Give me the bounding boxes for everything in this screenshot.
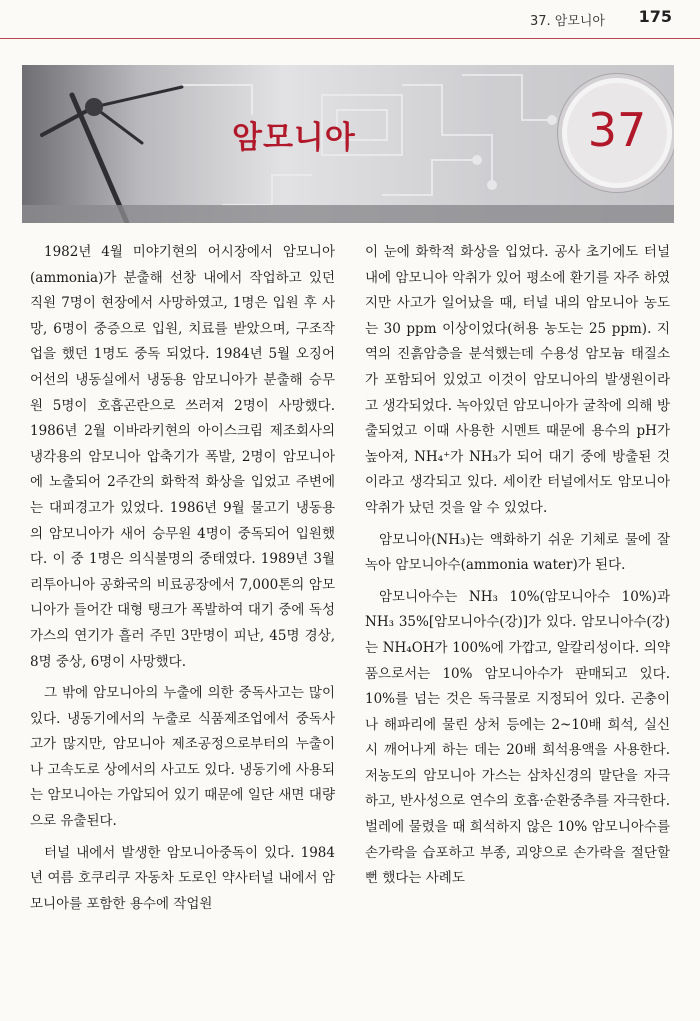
chapter-number-badge — [567, 83, 667, 183]
page-number: 175 — [638, 7, 672, 26]
chapter-number: 37 — [587, 103, 647, 157]
running-header-chapter: 37. 암모니아 — [529, 14, 605, 29]
paragraph: 이 눈에 화학적 화상을 입었다. 공사 초기에도 터널내에 암모니아 악취가 있어 평소에 환기를 자주 하였지만 사고가 일어났을 때, 터널 내의 암모니아 농도는 30 ppm 이상이었다(허용 농도는 25 ppm). 지역의 진흙암층을 분석했는데 수용성 암모늄 태질소가 포함되어 있었고 이것이 암모니아의 발생원이라고 생각되었다. 녹아있던 암모니아가 굴착에 의해 방출되었고 이때 사용한 시멘트 때문에 용수의 pH가 높아져, NH₄⁺가 NH₃가 되어 대기 중에 방출된 것이라고 생각되고 있다. 세이칸 터널에서도 암모니아 악취가 났던 것을 알 수 있었다. — [365, 244, 670, 516]
chapter-title: 암모니아 — [232, 120, 356, 156]
paragraph: 암모니아(NH₃)는 액화하기 쉬운 기체로 물에 잘 녹아 암모니아수(ammonia water)가 된다. — [365, 531, 670, 574]
chapter-banner — [22, 65, 674, 223]
body-column-right — [365, 240, 670, 898]
paragraph: 1982년 4월 미야기현의 어시장에서 암모니아(ammonia)가 분출해 선창 내에서 작업하고 있던 직원 7명이 현장에서 사망하였고, 1명은 입원 후 사망, 6명이 중증으로 입원, 치료를 받았으며, 구조작업을 했던 1명도 중독 되었다. 1984년 5월 오징어 어선의 냉동실에서 냉동용 암모니아가 분출해 승무원 5명이 호흡곤란으로 쓰러져 2명이 사망했다. 1986년 2월 이바라키현의 아이스크림 제조회사의 냉각용의 암모니아 압축기가 폭발, 2명이 암모니아에 노출되어 2주간의 화학적 화상을 입었고 주변에는 대피경고가 있었다. 1986년 9월 물고기 냉동용의 암모니아가 새어 승무원 4명이 중독되어 입원했다. 이 중 1명은 의식불명의 중태였다. 1989년 3월 리투아니아 공화국의 비료공장에서 7,000톤의 암모니아가 들어간 대형 탱크가 폭발하여 대기 중에 독성가스의 연기가 흘러 주민 3만명이 피난, 45명 경상, 8명 중상, 6명이 사망했다. — [30, 244, 335, 670]
paragraph: 암모니아수는 NH₃ 10%(암모니아수 10%)과 NH₃ 35%[암모니아수(강)]가 있다. 암모니아수(강)는 NH₄OH가 100%에 가깝고, 알칼리성이다. 의약품으로서는 10% 암모니아수가 판매되고 있다. 10%를 넘는 것은 독극물로 지정되어 있다. 곤충이나 해파리에 물린 상처 등에는 2~10배 희석, 실신 시 깨어나게 하는 데는 20배 희석용액을 사용한다. 저농도의 암모니아 가스는 삼차신경의 말단을 자극하고, 반사성으로 연수의 호흡·순환중추를 자극한다. 벌레에 물렸을 때 희석하지 않은 10% 암모니아수를 손가락을 습포하고 부종, 괴양으로 손가락을 절단할 뻔 했다는 사례도 — [365, 588, 670, 887]
windmill-icon — [42, 87, 182, 223]
paragraph: 터널 내에서 발생한 암모니아중독이 있다. 1984년 여름 호쿠리쿠 자동차 도로인 약사터널 내에서 암모니아를 포함한 용수에 작업원 — [30, 844, 335, 912]
running-header — [0, 0, 700, 39]
paragraph: 그 밖에 암모니아의 누출에 의한 중독사고는 많이 있다. 냉동기에서의 누출로 식품제조업에서 중독사고가 많지만, 암모니아 제조공정으로부터의 누출이나 고속도로 상에서의 사고도 있다. 냉동기에 사용되는 암모니아는 가압되어 있기 때문에 일단 새면 대량으로 유출된다. — [30, 685, 335, 830]
body-column-left — [30, 240, 335, 923]
